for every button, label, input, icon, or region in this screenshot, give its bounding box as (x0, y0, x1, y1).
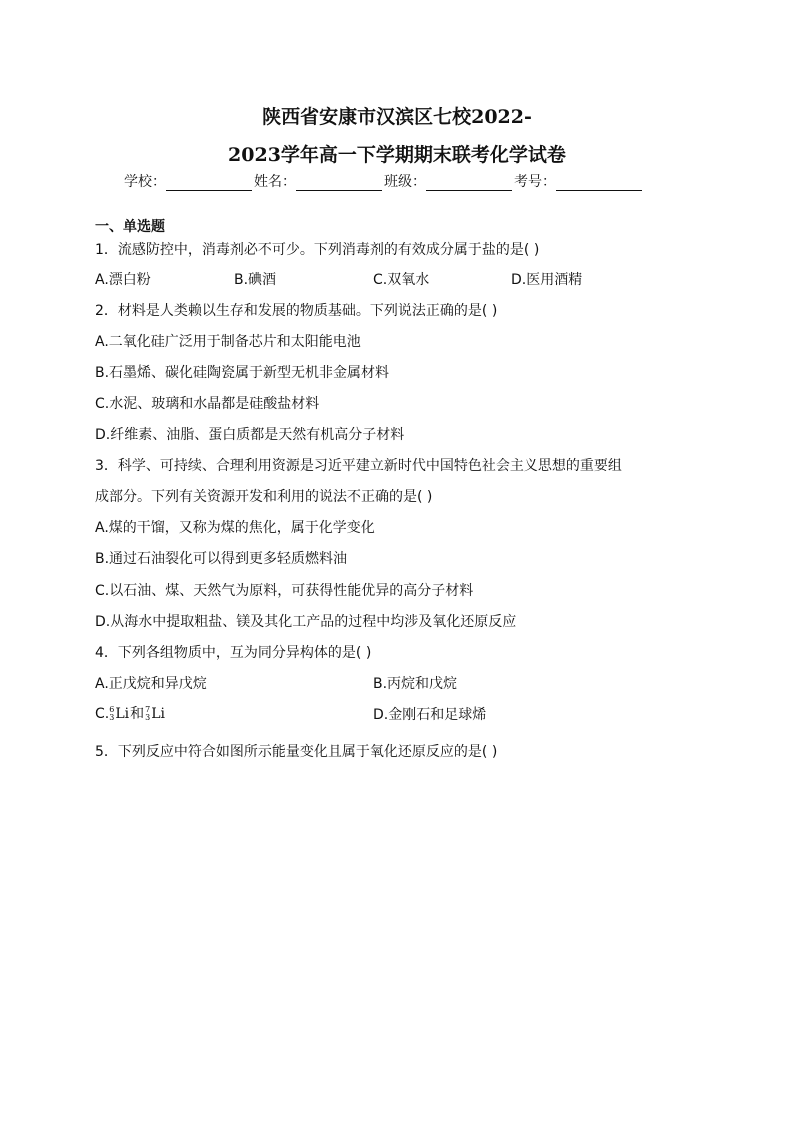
question-4-option-b: B.丙烷和戊烷 (373, 676, 458, 692)
lithium-6-isotope (109, 705, 129, 723)
lithium-7-symbol: Li (151, 706, 165, 722)
question-3-option-b: B.通过石油裂化可以得到更多轻质燃料油 (95, 551, 348, 567)
exam-title-line-1: 陕西省安康市汉滨区七校2022- (262, 106, 532, 128)
question-3-option-d: D.从海水中提取粗盐、镁及其化工产品的过程中均涉及氧化还原反应 (95, 614, 517, 630)
question-4-option-c-letter: C. (95, 706, 110, 722)
question-2-option-b: B.石墨烯、碳化硅陶瓷属于新型无机非金属材料 (95, 365, 390, 381)
class-blank (426, 176, 512, 191)
lithium-7-mass-number: 7 (145, 705, 151, 714)
name-field (254, 171, 384, 191)
school-field (124, 171, 254, 191)
exam-number-field (514, 171, 644, 191)
lithium-6-mass-number: 6 (109, 705, 115, 714)
lithium-7-numbers (145, 706, 150, 722)
lithium-6-numbers (109, 706, 114, 722)
question-2-stem: 2．材料是人类赖以生存和发展的物质基础。下列说法正确的是( ) (95, 303, 498, 319)
question-3-stem-line-2: 成部分。下列有关资源开发和利用的说法不正确的是( ) (95, 489, 433, 505)
question-5-stem: 5．下列反应中符合如图所示能量变化且属于氧化还原反应的是( ) (95, 744, 498, 760)
question-3-option-a: A.煤的干馏，又称为煤的焦化，属于化学变化 (95, 520, 375, 536)
exam-number-blank (556, 176, 642, 191)
question-1-option-c: C.双氧水 (373, 272, 430, 288)
exam-title-line-2: 2023学年高一下学期期末联考化学试卷 (228, 144, 566, 166)
question-2-option-a: A.二氧化硅广泛用于制备芯片和太阳能电池 (95, 334, 361, 350)
lithium-7-isotope (145, 705, 165, 723)
question-2-option-d: D.纤维素、油脂、蛋白质都是天然有机高分子材料 (95, 427, 405, 443)
question-3-option-c: C.以石油、煤、天然气为原料，可获得性能优异的高分子材料 (95, 583, 474, 599)
lithium-7-atomic-number: 3 (145, 713, 151, 722)
question-2-option-c: C.水泥、玻璃和水晶都是硅酸盐材料 (95, 396, 320, 412)
question-1-option-a: A.漂白粉 (95, 272, 151, 288)
class-field (384, 171, 514, 191)
class-label: 班级： (384, 174, 426, 190)
question-3-stem-line-1: 3．科学、可持续、合理利用资源是习近平建立新时代中国特色社会主义思想的重要组 (95, 458, 622, 474)
school-blank (166, 176, 252, 191)
lithium-6-symbol: Li (115, 706, 130, 722)
name-blank (296, 176, 382, 191)
isotope-joiner: 和 (130, 706, 145, 722)
question-4-option-d: D.金刚石和足球烯 (373, 707, 487, 723)
question-4-option-c (95, 705, 165, 723)
name-label: 姓名： (254, 174, 296, 190)
exam-number-label: 考号： (514, 174, 556, 190)
school-label: 学校： (124, 174, 166, 190)
question-4-stem: 4．下列各组物质中，互为同分异构体的是( ) (95, 645, 372, 661)
section-title: 一、单选题 (95, 219, 165, 235)
lithium-6-atomic-number: 3 (109, 713, 115, 722)
question-1-stem: 1．流感防控中，消毒剂必不可少。下列消毒剂的有效成分属于盐的是( ) (95, 242, 540, 258)
question-4-option-a: A.正戊烷和异戊烷 (95, 676, 207, 692)
question-1-option-b: B.碘酒 (234, 272, 277, 288)
student-info-row (124, 171, 644, 191)
question-1-option-d: D.医用酒精 (511, 272, 583, 288)
